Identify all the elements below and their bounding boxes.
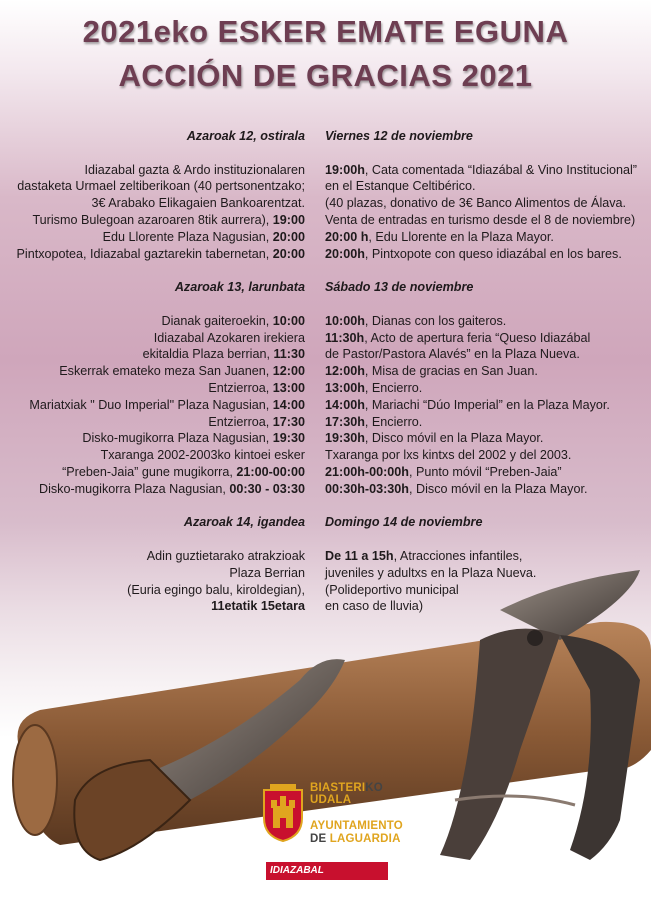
event-text: Txaranga 2002-2003ko kintoei esker xyxy=(100,448,305,463)
event-text: Entzierroa, xyxy=(208,414,273,429)
event-time: 11:30 xyxy=(273,347,305,362)
event-time: 00:30h-03:30h xyxy=(325,481,409,496)
event-line-spanish xyxy=(325,397,637,414)
event-text: , Disco móvil en la Plaza Mayor. xyxy=(364,431,544,446)
event-text: , Dianas con los gaiteros. xyxy=(364,313,507,328)
event-time: 11:30h xyxy=(325,330,365,345)
event-line-spanish xyxy=(325,212,637,229)
event-time: 10:00h xyxy=(325,313,365,328)
event-text: , Misa de gracias en San Juan. xyxy=(364,364,538,379)
day-header-basque: Azaroak 14, igandea xyxy=(183,515,305,530)
event-time: 12:00h xyxy=(325,364,365,379)
event-time: 14:00h xyxy=(325,397,365,412)
event-line-basque xyxy=(17,447,305,464)
event-time: 14:00 xyxy=(272,397,305,412)
idiazabal-brand-logo: IDIAZABAL xyxy=(266,862,388,880)
event-text: , Edu Llorente en la Plaza Mayor. xyxy=(368,229,554,244)
spacer xyxy=(17,262,305,279)
event-text: 3€ Arabako Elikagaien Bankoarentzat. xyxy=(91,196,305,211)
spacer xyxy=(17,498,305,515)
event-line-basque xyxy=(17,330,305,347)
spacer xyxy=(17,296,305,313)
day-header-spanish: Sábado 13 de noviembre xyxy=(325,280,474,295)
event-line-spanish xyxy=(325,229,637,246)
event-line-spanish xyxy=(325,481,637,498)
event-time: 21:00h-00:00h xyxy=(325,464,409,479)
event-line-basque xyxy=(17,246,305,263)
spacer xyxy=(325,262,637,279)
day-header-basque: Azaroak 12, ostirala xyxy=(186,129,305,143)
event-text: , Acto de apertura feria “Queso Idiazábal xyxy=(364,330,591,345)
event-line-spanish xyxy=(325,178,637,195)
event-time: 20:00 xyxy=(272,246,305,261)
spanish-program xyxy=(325,128,637,615)
log-end xyxy=(13,725,57,835)
event-time: 20:00h xyxy=(325,246,365,261)
logo-line-3: AYUNTAMIENTO xyxy=(310,820,403,832)
basque-program xyxy=(17,128,305,615)
event-line-spanish xyxy=(325,380,637,397)
event-time: 13:00 xyxy=(272,380,305,395)
event-text: Venta de entradas en turismo desde el 8 de noviembre) xyxy=(325,212,636,227)
event-text: dastaketa Urmael zeltiberikoan (40 pertsonentzako; xyxy=(17,179,305,194)
event-time: 12:00 xyxy=(272,364,305,379)
event-line-spanish xyxy=(325,195,637,212)
event-line-spanish xyxy=(325,346,637,363)
day-header-basque: Azaroak 13, larunbata xyxy=(174,280,305,295)
spacer xyxy=(17,531,305,548)
event-text: , Mariachi “Dúo Imperial” en la Plaza Mayor. xyxy=(364,397,610,412)
event-time: 21:00-00:00 xyxy=(236,464,305,479)
spacer xyxy=(325,498,637,515)
event-text: “Preben-Jaia” gune mugikorra, xyxy=(62,464,237,479)
event-text: , Atracciones infantiles, xyxy=(393,548,523,563)
event-text: Idiazabal gazta & Ardo instituzionalaren xyxy=(84,162,305,177)
event-text: en el Estanque Celtibérico. xyxy=(325,179,476,194)
event-text: ekitaldia Plaza berrian, xyxy=(142,347,274,362)
event-line-spanish xyxy=(325,162,637,179)
logo-line-4: DE LAGUARDIA xyxy=(310,833,401,845)
event-text: (40 plazas, donativo de 3€ Banco Alimentos de Álava. xyxy=(325,196,627,211)
event-line-basque xyxy=(17,380,305,397)
day-header-spanish: Domingo 14 de noviembre xyxy=(325,515,483,530)
event-line-basque xyxy=(17,229,305,246)
event-line-spanish xyxy=(325,313,637,330)
event-line-spanish xyxy=(325,430,637,447)
event-line-basque xyxy=(17,212,305,229)
logo-line-2: UDALA xyxy=(310,794,352,806)
event-time: 19:30 xyxy=(272,431,305,446)
event-text: Adin guztietarako atrakzioak xyxy=(146,548,305,563)
title-spanish: ACCIÓN DE GRACIAS 2021 xyxy=(118,58,533,93)
event-line-spanish xyxy=(325,246,637,263)
event-text: Turismo Bulegoan azaroaren 8tik aurrera), xyxy=(32,212,273,227)
event-line-spanish xyxy=(325,414,637,431)
event-time: 19:00 xyxy=(272,212,305,227)
event-line-basque xyxy=(17,346,305,363)
event-time: 13:00h xyxy=(325,380,365,395)
event-time: 19:00h xyxy=(325,162,365,177)
title-basque: 2021eko ESKER EMATE EGUNA xyxy=(82,14,569,49)
event-line-basque xyxy=(17,363,305,380)
spacer xyxy=(325,145,637,162)
event-text: Pintxopotea, Idiazabal gaztarekin tabernetan, xyxy=(16,246,273,261)
spacer xyxy=(325,296,637,313)
event-text: Disko-mugikorra Plaza Nagusian, xyxy=(82,431,273,446)
event-time: 17:30 xyxy=(272,414,305,429)
event-time: 11etatik 15etara xyxy=(211,599,305,614)
event-text: juveniles y adultxs en la Plaza Nueva. xyxy=(325,565,537,580)
event-line-basque xyxy=(17,397,305,414)
event-text: , Punto móvil “Preben-Jaia” xyxy=(409,464,562,479)
event-line-basque xyxy=(17,414,305,431)
spacer xyxy=(17,145,305,162)
event-line-basque xyxy=(17,195,305,212)
event-text: de Pastor/Pastora Alavés” en la Plaza Nueva. xyxy=(325,347,580,362)
event-text: en caso de lluvia) xyxy=(325,599,424,614)
logo-line-1: BIASTERIKO xyxy=(310,782,383,794)
event-time: De 11 a 15h xyxy=(325,548,394,563)
event-text: Idiazabal Azokaren irekiera xyxy=(153,330,305,345)
spacer xyxy=(325,531,637,548)
event-time: 00:30 - 03:30 xyxy=(229,481,305,496)
event-text: , Pintxopote con queso idiazábal en los bares. xyxy=(364,246,622,261)
event-line-spanish xyxy=(325,464,637,481)
event-line-basque xyxy=(17,178,305,195)
coat-of-arms-icon xyxy=(262,784,304,842)
event-line-spanish xyxy=(325,447,637,464)
event-text: Edu Llorente Plaza Nagusian, xyxy=(102,229,273,244)
event-text: Plaza Berrian xyxy=(229,565,305,580)
event-time: 10:00 xyxy=(272,313,305,328)
event-text: Eskerrak emateko meza San Juanen, xyxy=(59,364,273,379)
event-text: Mariatxiak " Duo Imperial" Plaza Nagusian, xyxy=(29,397,273,412)
event-text: , Encierro. xyxy=(364,380,423,395)
event-text: (Euria egingo balu, kiroldegian), xyxy=(127,582,305,597)
laguardia-logo xyxy=(262,782,422,852)
event-text: , Encierro. xyxy=(364,414,423,429)
event-text: Entzierroa, xyxy=(208,380,273,395)
event-line-basque xyxy=(17,481,305,498)
day-header-spanish: Viernes 12 de noviembre xyxy=(325,129,473,143)
event-line-basque xyxy=(17,162,305,179)
event-text: Dianak gaiteroekin, xyxy=(161,313,273,328)
event-line-basque xyxy=(17,313,305,330)
event-time: 17:30h xyxy=(325,414,365,429)
event-text: Disko-mugikorra Plaza Nagusian, xyxy=(38,481,230,496)
event-line-basque xyxy=(17,464,305,481)
event-line-spanish xyxy=(325,363,637,380)
event-time: 20:00 h xyxy=(325,229,369,244)
event-time: 20:00 xyxy=(272,229,305,244)
shears-pivot xyxy=(527,630,543,646)
event-time: 19:30h xyxy=(325,431,365,446)
event-text: (Polideportivo municipal xyxy=(325,582,459,597)
event-text: , Cata comentada “Idiazábal & Vino Institucional” xyxy=(364,162,637,177)
event-line-spanish xyxy=(325,330,637,347)
event-text: Txaranga por lxs kintxs del 2002 y del 2003. xyxy=(325,448,572,463)
event-text: , Disco móvil en la Plaza Mayor. xyxy=(409,481,588,496)
event-line-basque xyxy=(17,430,305,447)
